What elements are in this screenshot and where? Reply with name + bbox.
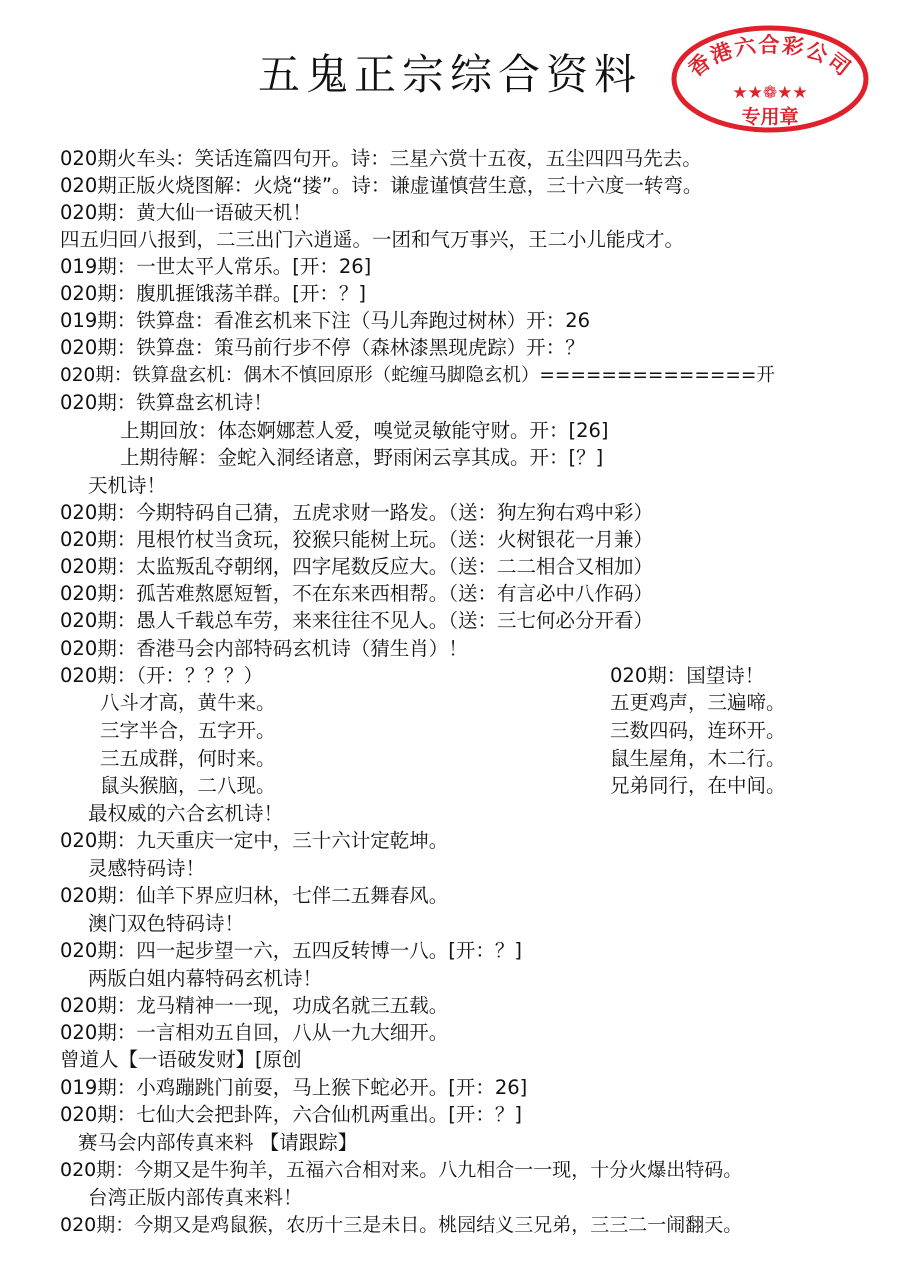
- section-heading: 台湾正版内部传真来料！: [88, 1186, 303, 1209]
- text-line: 020期：铁算盘玄机诗！: [60, 391, 273, 414]
- text-line: 020期：今期特码自己猜，五虎求财一路发。（送：狗左狗右鸡中彩）: [60, 501, 653, 524]
- section-heading: 澳门双色特码诗！: [88, 912, 245, 935]
- section-heading: 最权威的六合玄机诗！: [88, 802, 284, 825]
- page-title: 五鬼正宗综合资料: [257, 50, 642, 99]
- text-line: 019期：一世太平人常乐。[开：26]: [60, 255, 372, 278]
- text-line: 上期回放：体态婀娜惹人爱，嗅觉灵敏能守财。开：[26]: [120, 419, 609, 442]
- text-line: 020期：黄大仙一语破天机！: [60, 201, 312, 224]
- text-line: 上期待解：金蛇入洞经诸意，野雨闲云享其成。开：[？]: [120, 446, 604, 469]
- text-line: 019期：铁算盘：看准玄机来下注（马儿奔跑过树林）开：26: [60, 309, 591, 332]
- text-line: 020期：今期又是鸡鼠猴，农历十三是未日。桃园结义三兄弟，三三二一闹翻天。: [60, 1214, 743, 1236]
- text-line: 019期：小鸡蹦跳门前耍，马上猴下蛇必开。[开：26]: [60, 1076, 528, 1099]
- svg-text:专用章: 专用章: [741, 106, 799, 128]
- poem-line-right: 五更鸡声，三遍啼。: [610, 691, 786, 714]
- text-line: 020期：今期又是牛狗羊，五福六合相对来。八九相合一一现，十分火爆出特码。: [60, 1159, 743, 1181]
- text-line: 020期：（开：？？？）: [60, 664, 263, 687]
- text-line: 020期：七仙大会把卦阵，六合仙机两重出。[开：？]: [60, 1103, 522, 1126]
- section-heading: 赛马会内部传真来料 【请跟踪】: [78, 1131, 358, 1154]
- poem-line-right: 鼠生屋角，木二行。: [610, 747, 786, 770]
- text-line: 020期：四一起步望一六，五四反转博一八。[开：？]: [60, 939, 522, 962]
- text-line: 020期：愚人千载总车劳，来来往往不见人。（送：三七何必分开看）: [60, 609, 653, 632]
- text-line: 020期：仙羊下界应归林，七伴二五舞春风。: [60, 884, 449, 907]
- poem-heading-right: 020期：国望诗！: [610, 664, 765, 687]
- poem-line-left: 三字半合，五字开。: [100, 719, 276, 742]
- text-line: 020期：甩根竹杖当贪玩，狡猴只能树上玩。（送：火树银花一月兼）: [60, 528, 653, 551]
- text-line: 020期：一言相劝五自回，八从一九大细开。: [60, 1021, 449, 1044]
- text-line: 020期正版火烧图解：火烧“搂”。诗：谦虚谨慎营生意，三十六度一转弯。: [60, 174, 703, 197]
- poem-line-right: 兄弟同行，在中间。: [610, 774, 786, 797]
- text-line: 020期：香港马会内部特码玄机诗（猜生肖）！: [60, 637, 468, 660]
- text-line: 020期：龙马精神一一现，功成名就三五载。: [60, 994, 449, 1017]
- section-heading: 曾道人【一语破发财】[原创: [60, 1048, 302, 1071]
- poem-line-left: 鼠头猴脑，二八现。: [100, 774, 276, 797]
- section-heading: 两版白姐内幕特码玄机诗！: [88, 967, 323, 990]
- company-seal-stamp: [670, 24, 870, 134]
- section-heading: 灵感特码诗！: [88, 857, 206, 880]
- text-line: 020期：腹肌捱饿荡羊群。[开：？]: [60, 282, 366, 305]
- poem-line-left: 三五成群，何时来。: [100, 747, 276, 770]
- text-line: 020期：孤苦难熬愿短暂，不在东来西相帮。（送：有言必中八作码）: [60, 582, 653, 605]
- text-line: 020期火车头：笑话连篇四句开。诗：三星六赏十五夜，五尘四四马先去。: [60, 147, 702, 170]
- text-line: 020期：九天重庆一定中，三十六计定乾坤。: [60, 829, 449, 852]
- svg-text:★★❁★★: ★★❁★★: [732, 83, 808, 103]
- text-line: 四五归回八报到，二三出门六逍遥。一团和气万事兴，王二小儿能戌才。: [60, 228, 685, 251]
- text-line: 020期：铁算盘：策马前行步不停（森林漆黑现虎踪）开：？: [60, 336, 585, 359]
- poem-line-right: 三数四码，连环开。: [610, 719, 786, 742]
- svg-text:香港六合彩公司: 香港六合彩公司: [683, 32, 857, 82]
- section-heading: 天机诗！: [88, 474, 167, 497]
- text-line: 020期：太监叛乱夺朝纲，四字尾数反应大。（送：二二相合又相加）: [60, 555, 653, 578]
- text-line: 020期：铁算盘玄机：偶木不慎回原形（蛇缠马脚隐玄机）==============开: [60, 365, 775, 386]
- poem-line-left: 八斗才高，黄牛来。: [100, 691, 276, 714]
